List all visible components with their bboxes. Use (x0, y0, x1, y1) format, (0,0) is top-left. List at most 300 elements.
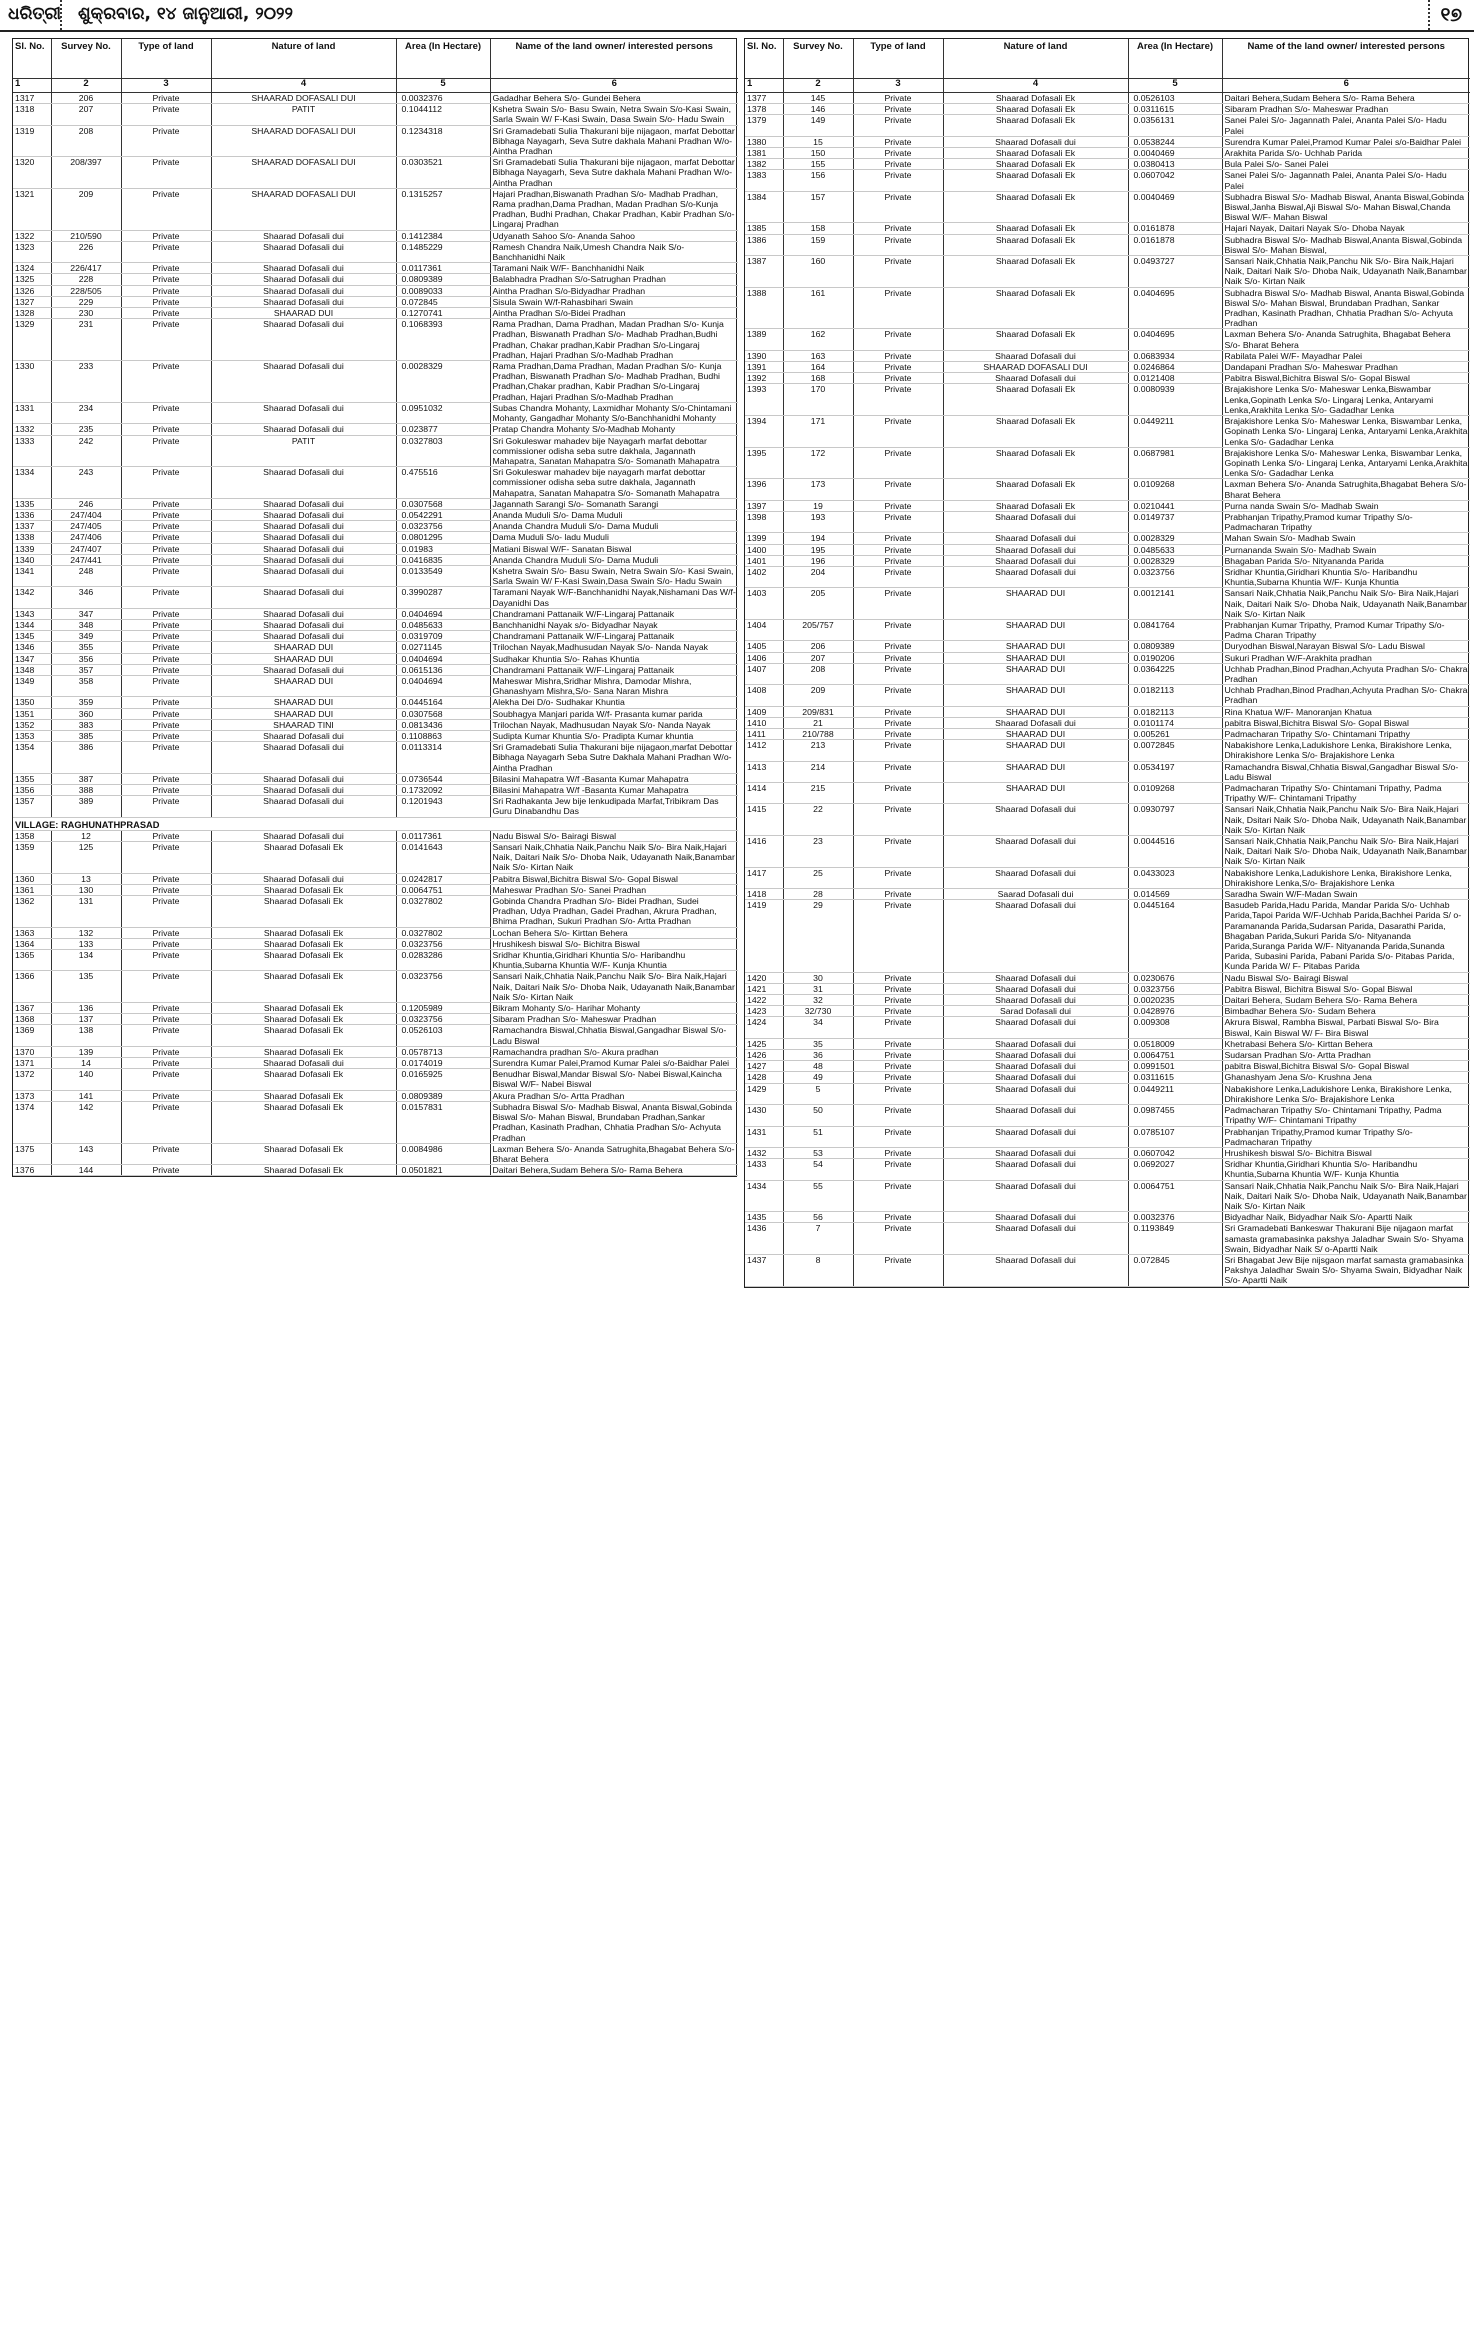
land-nature: Shaarad Dofasali dui (943, 804, 1128, 836)
owner-name: Ramachandra pradhan S/o- Akura pradhan (490, 1046, 738, 1057)
table-row (13, 884, 738, 895)
land-area: 0.1193849 (1128, 1223, 1222, 1255)
table-row (13, 543, 738, 554)
survey-number: 356 (51, 653, 121, 664)
survey-number: 208 (51, 125, 121, 157)
survey-number: 8 (783, 1254, 853, 1286)
survey-number: 195 (783, 544, 853, 555)
survey-number: 168 (783, 373, 853, 384)
column-number: 3 (121, 79, 211, 93)
land-area: 0.0449211 (1128, 1083, 1222, 1104)
table-row (13, 1101, 738, 1143)
survey-number: 194 (783, 533, 853, 544)
table-row (745, 652, 1470, 663)
owner-name: Subhadra Biswal S/o- Madhab Biswal,Ananta Biswal,Gobinda Biswal S/o- Mahan Biswal, (1222, 234, 1470, 255)
table-row (13, 1046, 738, 1057)
sl-number: 1410 (745, 717, 783, 728)
sl-number: 1364 (13, 938, 51, 949)
land-type: Private (121, 125, 211, 157)
land-area: 0.0307568 (396, 498, 490, 509)
survey-number: 207 (783, 652, 853, 663)
land-type: Private (121, 631, 211, 642)
sl-number: 1320 (13, 157, 51, 189)
land-nature: SHAARAD DUI (943, 663, 1128, 684)
header-survey: Survey No. (783, 39, 853, 79)
land-area: 0.0117361 (396, 263, 490, 274)
table-row (13, 742, 738, 774)
table-row (745, 1159, 1470, 1180)
land-type: Private (853, 362, 943, 373)
owner-name: Pratap Chandra Mohanty S/o-Madhab Mohanty (490, 424, 738, 435)
survey-number: 247/407 (51, 543, 121, 554)
land-type: Private (853, 900, 943, 972)
land-area: 0.1201943 (396, 796, 490, 817)
sl-number: 1322 (13, 230, 51, 241)
table-row (745, 350, 1470, 361)
table-body (13, 79, 738, 1176)
land-area: 0.0064751 (1128, 1180, 1222, 1212)
table-row (13, 521, 738, 532)
land-nature: SHAARAD DUI (211, 697, 396, 708)
land-area: 0.0991501 (1128, 1061, 1222, 1072)
table-row (13, 842, 738, 874)
owner-name: Trilochan Nayak,Madhusudan Nayak S/o- Nanda Nayak (490, 642, 738, 653)
survey-number: 209/831 (783, 706, 853, 717)
owner-name: Brajakishore Lenka S/o- Maheswar Lenka, Biswambar Lenka, Gopinath Lenka S/o- Lingaraj Lenka, Antaryami Lenka,Arakhita Lenka S/o- Gadadhar Lenka (1222, 416, 1470, 448)
sl-number: 1411 (745, 728, 783, 739)
column-number: 4 (211, 79, 396, 93)
survey-number: 28 (783, 889, 853, 900)
land-area: 0.0687981 (1128, 447, 1222, 479)
land-nature: Shaarad Dofasali dui (943, 1159, 1128, 1180)
sl-number: 1349 (13, 675, 51, 696)
owner-name: Subhadra Biswal S/o- Madhab Biswal, Ananta Biswal,Gobinda Biswal S/o- Mahan Biswal, Brundaban Pradhan,Sankar Pradhan, Kasinath Pradhan, Chhatia Pradhan S/o- Achyuta Pradhan (490, 1101, 738, 1143)
table-row (13, 435, 738, 467)
sl-number: 1321 (13, 188, 51, 230)
sl-number: 1414 (745, 783, 783, 804)
sl-number: 1331 (13, 402, 51, 423)
owner-name: Sudhakar Khuntia S/o- Rahas Khuntia (490, 653, 738, 664)
table-row (745, 1050, 1470, 1061)
survey-number: 360 (51, 708, 121, 719)
land-nature: SHAARAD DUI (943, 740, 1128, 761)
sl-number: 1426 (745, 1050, 783, 1061)
table-row (13, 402, 738, 423)
land-nature: SHAARAD DOFASALI DUI (211, 125, 396, 157)
sl-number: 1327 (13, 296, 51, 307)
table-row (13, 1058, 738, 1069)
sl-number: 1403 (745, 588, 783, 620)
land-area: 0.0404694 (396, 653, 490, 664)
land-area: 0.0182113 (1128, 685, 1222, 706)
survey-number: 161 (783, 287, 853, 329)
land-nature: Shaarad Dofasali dui (943, 511, 1128, 532)
land-type: Private (853, 191, 943, 223)
sl-number: 1353 (13, 730, 51, 741)
owner-name: pabitra Biswal,Bichitra Biswal S/o- Gopal Biswal (1222, 1061, 1470, 1072)
land-type: Private (853, 783, 943, 804)
sl-number: 1371 (13, 1058, 51, 1069)
right-column (744, 38, 1469, 1288)
land-area: 0.0607042 (1128, 1147, 1222, 1158)
land-type: Private (853, 350, 943, 361)
survey-number: 49 (783, 1072, 853, 1083)
owner-name: Aintha Pradhan S/o-Bidyadhar Pradhan (490, 285, 738, 296)
owner-name: Nadu Biswal S/o- Bairagi Biswal (490, 830, 738, 841)
table-row (745, 717, 1470, 728)
land-type: Private (121, 1003, 211, 1014)
owner-name: Benudhar Biswal,Mandar Biswal S/o- Nabei Biswal,Kaincha Biswal W/F- Nabei Biswal (490, 1069, 738, 1090)
land-nature: Shaarad Dofasali Ek (943, 148, 1128, 159)
table-row (13, 927, 738, 938)
table-row (13, 296, 738, 307)
owner-name: Padmacharan Tripathy S/o- Chintamani Tripathy (1222, 728, 1470, 739)
owner-name: Duryodhan Biswal,Narayan Biswal S/o- Ladu Biswal (1222, 641, 1470, 652)
land-area: 0.0404694 (396, 608, 490, 619)
owner-name: Sri Radhakanta Jew bije lenkudipada Marfat,Tribikram Das Guru Dinabandhu Das (490, 796, 738, 817)
land-area: 0.0133549 (396, 565, 490, 586)
land-type: Private (853, 373, 943, 384)
column-number: 6 (1222, 79, 1470, 93)
land-area: 0.0433023 (1128, 867, 1222, 888)
owner-name: Rama Pradhan, Dama Pradhan, Madan Pradhan S/o- Kunja Pradhan, Biswanath Pradhan S/o- Madhab Pradhan,Budhi Pradhan, Chakar pradhan,Kabir Pradhan S/o-Lingaraj Pradhan, Hajari Pradhan S/o-Madhab Pradhan (490, 319, 738, 361)
owner-name: Nabakishore Lenka,Ladukishore Lenka, Birakishore Lenka, Dhirakishore Lenka S/o- Brajakishore Lenka (1222, 740, 1470, 761)
land-area: 0.0542291 (396, 509, 490, 520)
table-row (13, 424, 738, 435)
sl-number: 1416 (745, 836, 783, 868)
land-area: 0.0809389 (1128, 641, 1222, 652)
survey-number: 215 (783, 783, 853, 804)
header-owner: Name of the land owner/ interested persons (1222, 39, 1470, 79)
land-nature: Shaarad Dofasali dui (211, 773, 396, 784)
survey-number: 210/788 (783, 728, 853, 739)
survey-number: 139 (51, 1046, 121, 1057)
survey-number: 247/405 (51, 521, 121, 532)
survey-number: 138 (51, 1025, 121, 1046)
sl-number: 1369 (13, 1025, 51, 1046)
sl-number: 1413 (745, 761, 783, 782)
land-area: 0.0311615 (1128, 104, 1222, 115)
owner-name: Bula Palei S/o- Sanei Palei (1222, 159, 1470, 170)
survey-number: 357 (51, 664, 121, 675)
survey-number: 355 (51, 642, 121, 653)
land-area: 0.0032376 (1128, 1212, 1222, 1223)
table-row (745, 93, 1470, 104)
land-nature: Shaarad Dofasali dui (943, 983, 1128, 994)
land-area: 0.0485633 (1128, 544, 1222, 555)
survey-number: 134 (51, 950, 121, 971)
column-number-row (13, 79, 738, 93)
land-area: 0.0040469 (1128, 148, 1222, 159)
land-area: 0.0538244 (1128, 136, 1222, 147)
land-nature: Shaarad Dofasali dui (943, 373, 1128, 384)
table-row (745, 159, 1470, 170)
table-row (13, 104, 738, 125)
survey-number: 5 (783, 1083, 853, 1104)
land-nature: Shaarad Dofasali dui (211, 509, 396, 520)
sl-number: 1395 (745, 447, 783, 479)
table-row (745, 641, 1470, 652)
land-nature: Shaarad Dofasali dui (211, 521, 396, 532)
survey-number: 247/404 (51, 509, 121, 520)
table-row (13, 642, 738, 653)
land-type: Private (121, 1069, 211, 1090)
land-type: Private (853, 619, 943, 640)
land-type: Private (121, 927, 211, 938)
land-area: 0.0319709 (396, 631, 490, 642)
sl-number: 1379 (745, 115, 783, 136)
land-area: 0.0323756 (396, 938, 490, 949)
survey-number: 15 (783, 136, 853, 147)
sl-number: 1392 (745, 373, 783, 384)
survey-number: 196 (783, 555, 853, 566)
land-nature: Shaarad Dofasali Ek (943, 104, 1128, 115)
land-type: Private (121, 842, 211, 874)
owner-name: Udyanath Sahoo S/o- Ananda Sahoo (490, 230, 738, 241)
land-area: 0.0485633 (396, 619, 490, 630)
land-area: 0.3990287 (396, 587, 490, 608)
land-area: 0.1108863 (396, 730, 490, 741)
land-nature: SHAARAD DUI (943, 652, 1128, 663)
survey-number: 233 (51, 361, 121, 403)
sl-number: 1378 (745, 104, 783, 115)
owner-name: Bidyadhar Naik, Bidyadhar Naik S/o- Apartti Naik (1222, 1212, 1470, 1223)
sl-number: 1388 (745, 287, 783, 329)
sl-number: 1381 (745, 148, 783, 159)
land-nature: Shaarad Dofasali dui (943, 995, 1128, 1006)
survey-number: 171 (783, 416, 853, 448)
land-type: Private (121, 188, 211, 230)
land-type: Private (121, 675, 211, 696)
owner-name: Sudipta Kumar Khuntia S/o- Pradipta Kumar khuntia (490, 730, 738, 741)
land-nature: Shaarad Dofasali Ek (943, 170, 1128, 191)
survey-number: 213 (783, 740, 853, 761)
land-type: Private (853, 1050, 943, 1061)
land-type: Private (853, 416, 943, 448)
land-type: Private (853, 717, 943, 728)
header-area: Area (In Hectare) (1128, 39, 1222, 79)
table-row (745, 619, 1470, 640)
land-type: Private (121, 241, 211, 262)
land-type: Private (121, 509, 211, 520)
land-nature: Shaarad Dofasali Ek (211, 1165, 396, 1176)
land-type: Private (121, 565, 211, 586)
sl-number: 1405 (745, 641, 783, 652)
sl-number: 1346 (13, 642, 51, 653)
column-number: 1 (745, 79, 783, 93)
sl-number: 1338 (13, 532, 51, 543)
owner-name: Sri Gramadebati Sulia Thakurani bije nijagaon, marfat Debottar Bibhaga Nayagarh, Seva Sutre dakhala Mahani Pradhan W/o- Aintha Pradhan (490, 157, 738, 189)
owner-name: Chandramani Pattanaik W/F-Lingaraj Pattanaik (490, 664, 738, 675)
sl-number: 1434 (745, 1180, 783, 1212)
table-row (13, 608, 738, 619)
sl-number: 1317 (13, 93, 51, 104)
owner-name: Taramani Naik W/F- Banchhanidhi Naik (490, 263, 738, 274)
land-nature: Shaarad Dofasali Ek (943, 384, 1128, 416)
survey-number: 157 (783, 191, 853, 223)
land-nature: Shaarad Dofasali dui (211, 230, 396, 241)
land-area: 0.0809389 (396, 1090, 490, 1101)
land-area: 0.0283286 (396, 950, 490, 971)
land-type: Private (853, 1038, 943, 1049)
land-type: Private (853, 588, 943, 620)
land-area: 0.0307568 (396, 708, 490, 719)
survey-number: 206 (51, 93, 121, 104)
land-type: Private (853, 511, 943, 532)
land-type: Private (121, 93, 211, 104)
land-area: 0.0404694 (396, 675, 490, 696)
land-area: 0.072845 (396, 296, 490, 307)
land-nature: Shaarad Dofasali dui (211, 296, 396, 307)
survey-number: 234 (51, 402, 121, 423)
sl-number: 1408 (745, 685, 783, 706)
land-type: Private (121, 796, 211, 817)
survey-number: 48 (783, 1061, 853, 1072)
sl-number: 1373 (13, 1090, 51, 1101)
land-area: 0.0157831 (396, 1101, 490, 1143)
survey-number: 247/441 (51, 554, 121, 565)
land-nature: Shaarad Dofasali dui (943, 867, 1128, 888)
owner-name: Surendra Kumar Palei,Pramod Kumar Palei s/o-Baidhar Palei (1222, 136, 1470, 147)
sl-number: 1367 (13, 1003, 51, 1014)
land-nature: Shaarad Dofasali Ek (943, 159, 1128, 170)
land-type: Private (121, 543, 211, 554)
land-nature: Shaarad Dofasali dui (943, 1083, 1128, 1104)
land-area: 0.0404695 (1128, 287, 1222, 329)
land-area: 0.0064751 (1128, 1050, 1222, 1061)
land-nature: SHAARAD DUI (211, 708, 396, 719)
sl-number: 1423 (745, 1006, 783, 1017)
sl-number: 1336 (13, 509, 51, 520)
sl-number: 1418 (745, 889, 783, 900)
land-type: Private (121, 532, 211, 543)
land-area: 0.0117361 (396, 830, 490, 841)
sl-number: 1344 (13, 619, 51, 630)
land-area: 0.0449211 (1128, 416, 1222, 448)
land-nature: Shaarad Dofasali Ek (211, 1101, 396, 1143)
land-type: Private (853, 115, 943, 136)
sl-number: 1428 (745, 1072, 783, 1083)
land-type: Private (853, 544, 943, 555)
survey-number: 30 (783, 972, 853, 983)
survey-number: 53 (783, 1147, 853, 1158)
land-nature: Shaarad Dofasali Ek (943, 329, 1128, 350)
sl-number: 1358 (13, 830, 51, 841)
land-type: Private (121, 157, 211, 189)
sl-number: 1323 (13, 241, 51, 262)
land-nature: Shaarad Dofasali dui (211, 274, 396, 285)
survey-number: 226/417 (51, 263, 121, 274)
table-row (13, 873, 738, 884)
land-area: 0.0327802 (396, 896, 490, 928)
survey-number: 173 (783, 479, 853, 500)
owner-name: Ramachandra Biswal,Chhatia Biswal,Gangadhar Biswal S/o- Ladu Biswal (1222, 761, 1470, 782)
survey-number: 243 (51, 467, 121, 499)
land-type: Private (853, 329, 943, 350)
survey-number: 133 (51, 938, 121, 949)
land-type: Private (121, 653, 211, 664)
table-body (745, 79, 1470, 1287)
land-type: Private (853, 1083, 943, 1104)
owner-name: Chandramani Pattanaik W/F-Lingaraj Pattanaik (490, 608, 738, 619)
owner-name: Sansari Naik,Chhatia Naik,Panchu Naik S/o- Bira Naik,Hajari Naik, Daitari Naik S/o- Dhoba Naik, Udayanath Naik,Banambar Naik S/o- Kirtan Naik (490, 842, 738, 874)
land-type: Private (853, 1072, 943, 1083)
sl-number: 1372 (13, 1069, 51, 1090)
sl-number: 1329 (13, 319, 51, 361)
sl-number: 1393 (745, 384, 783, 416)
table-row (745, 972, 1470, 983)
land-type: Private (853, 706, 943, 717)
land-area: 0.0785107 (1128, 1126, 1222, 1147)
land-type: Private (121, 521, 211, 532)
table-row (13, 830, 738, 841)
owner-name: Sansari Naik,Chhatia Naik,Panchu Naik S/o- Bira Naik,Hajari Naik, Daitari Naik S/o- Dhoba Naik, Udayanath Naik,Banambar Naik S/o- Kirtan Naik (1222, 1180, 1470, 1212)
sl-number: 1374 (13, 1101, 51, 1143)
survey-number: 214 (783, 761, 853, 782)
land-type: Private (853, 1180, 943, 1212)
land-area: 0.0190206 (1128, 652, 1222, 663)
land-nature: Shaarad Dofasali Ek (211, 1003, 396, 1014)
land-nature: Shaarad Dofasali Ek (943, 234, 1128, 255)
owner-name: Uchhab Pradhan,Binod Pradhan,Achyuta Pradhan S/o- Chakra Pradhan (1222, 663, 1470, 684)
land-area: 0.0493727 (1128, 256, 1222, 288)
table-row (745, 191, 1470, 223)
land-nature: Shaarad Dofasali dui (211, 532, 396, 543)
sl-number: 1394 (745, 416, 783, 448)
land-area: 0.0101174 (1128, 717, 1222, 728)
land-type: Private (853, 566, 943, 587)
owner-name: Sansari Naik,Chhatia Naik,Panchu Nik S/o- Bira Naik,Hajari Naik, Daitari Naik S/o- Dhoba Naik, Udayanath Naik,Banambar Naik S/o- Kirtan Naik (1222, 256, 1470, 288)
sl-number: 1429 (745, 1083, 783, 1104)
owner-name: Sanei Palei S/o- Jagannath Palei, Ananta Palei S/o- Hadu Palei (1222, 115, 1470, 136)
sl-number: 1417 (745, 867, 783, 888)
sl-number: 1412 (745, 740, 783, 761)
owner-name: Dama Muduli S/o- ladu Muduli (490, 532, 738, 543)
owner-name: Padmacharan Tripathy S/o- Chintamani Tripathy, Padma Tripathy W/F- Chintamani Tripathy (1222, 783, 1470, 804)
land-nature: SHAARAD DUI (943, 685, 1128, 706)
land-type: Private (853, 1159, 943, 1180)
survey-number: 170 (783, 384, 853, 416)
land-area: 0.0072845 (1128, 740, 1222, 761)
owner-name: Saradha Swain W/F-Madan Swain (1222, 889, 1470, 900)
table-row (745, 544, 1470, 555)
owner-name: Ananda Muduli S/o- Dama Muduli (490, 509, 738, 520)
land-nature: Shaarad Dofasali dui (943, 1126, 1128, 1147)
survey-number: 386 (51, 742, 121, 774)
land-type: Private (853, 652, 943, 663)
land-area: 0.0380413 (1128, 159, 1222, 170)
land-type: Private (121, 285, 211, 296)
table-row (745, 783, 1470, 804)
survey-number: 125 (51, 842, 121, 874)
land-area: 0.0416835 (396, 554, 490, 565)
survey-number: 162 (783, 329, 853, 350)
survey-number: 155 (783, 159, 853, 170)
table-row (13, 1069, 738, 1090)
land-type: Private (121, 424, 211, 435)
table-row (745, 588, 1470, 620)
survey-number: 242 (51, 435, 121, 467)
survey-number: 347 (51, 608, 121, 619)
land-type: Private (121, 1090, 211, 1101)
land-nature: Shaarad Dofasali Ek (211, 938, 396, 949)
survey-number: 136 (51, 1003, 121, 1014)
sl-number: 1355 (13, 773, 51, 784)
land-nature: SHAARAD DOFASALI DUI (211, 93, 396, 104)
survey-number: 145 (783, 93, 853, 104)
land-area: 0.0303521 (396, 157, 490, 189)
column-number: 2 (51, 79, 121, 93)
